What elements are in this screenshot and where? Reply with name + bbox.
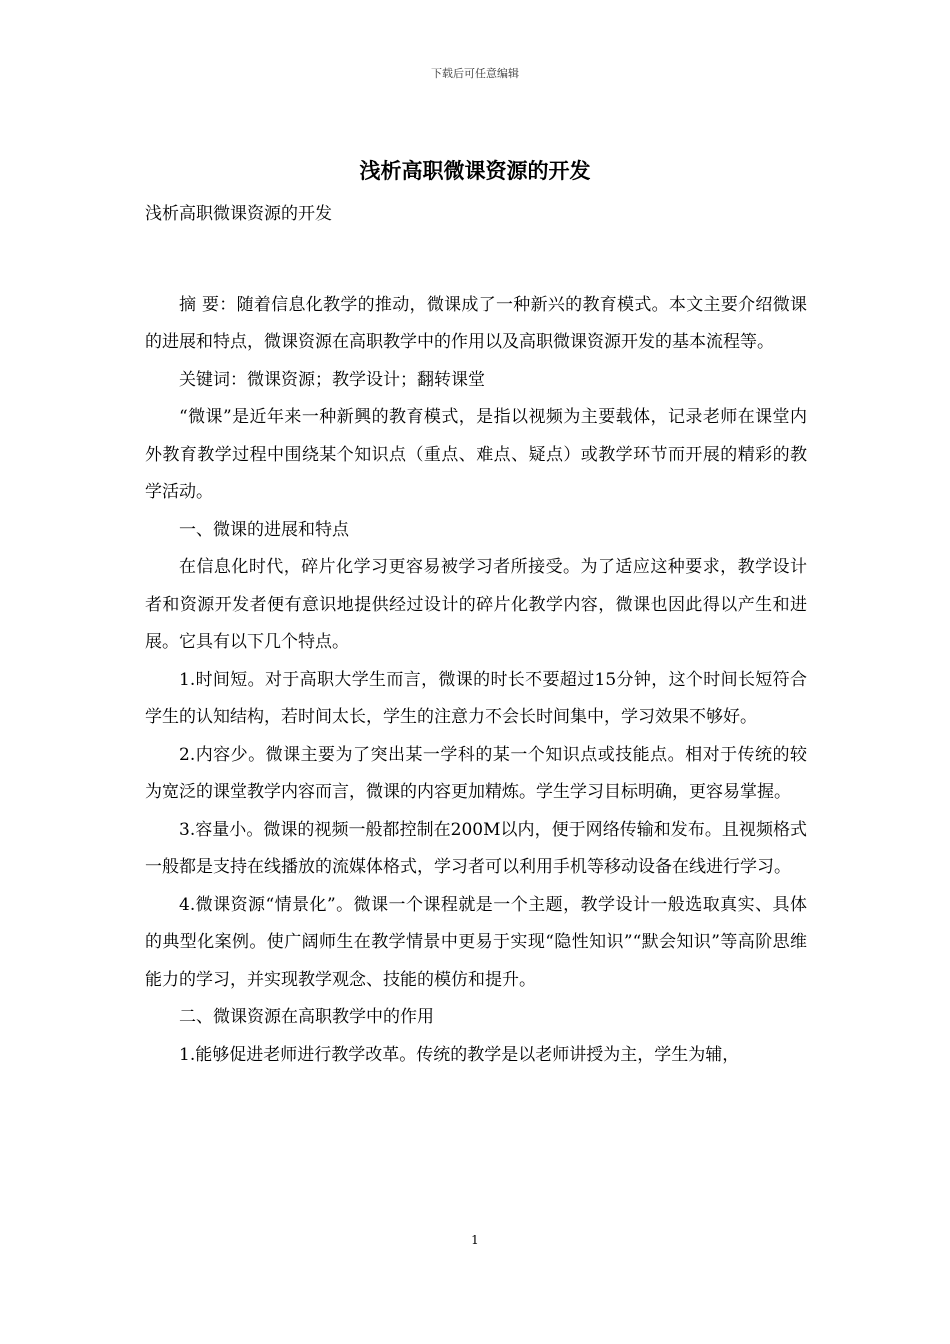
abstract-paragraph: 摘 要：随着信息化教学的推动，微课成了一种新兴的教育模式。本文主要介绍微课的进展和特点，微课资源在高职教学中的作用以及高职微课资源开发的基本流程等。 [145,294,807,352]
list-item: 1.能够促进老师进行教学改革。传统的教学是以老师讲授为主，学生为辅， [179,1044,740,1065]
document-title: 浅析高职微课资源的开发 [359,158,591,183]
body-paragraph: 在信息化时代，碎片化学习更容易被学习者所接受。为了适应这种要求，教学设计者和资源开发者便有意识地提供经过设计的碎片化教学内容，微课也因此得以产生和进展。它具有以下几个特点。 [145,557,807,652]
list-item: 3.容量小。微课的视频一般都控制在200M以内，便于网络传输和发布。且视频格式一般都是支持在线播放的流媒体格式，学习者可以利用手机等移动设备在线进行学习。 [145,819,807,877]
body-paragraph: “微课”是近年来一种新興的教育模式，是指以视频为主要载体，记录老师在课堂内外教育教学过程中围绕某个知识点（重点、难点、疑点）或教学环节而开展的精彩的教学活动。 [145,407,807,502]
section-heading: 二、微课资源在高职教学中的作用 [179,1007,434,1027]
document-subtitle: 浅析高职微课资源的开发 [145,204,332,224]
list-item: 2.内容少。微课主要为了突出某一学科的某一个知识点或技能点。相对于传统的较为宽泛的课堂教学内容而言，微课的内容更加精炼。学生学习目标明确，更容易掌握。 [145,744,807,802]
page-number: 1 [471,1233,479,1247]
list-item: 1.时间短。对于高职大学生而言，微课的时长不要超过15分钟，这个时间长短符合学生的认知结构，若时间太长，学生的注意力不会长时间集中，学习效果不够好。 [145,669,807,727]
section-heading: 一、微课的进展和特点 [179,519,349,540]
page-header: 下载后可任意编辑 [431,67,519,80]
keywords-paragraph: 关键词：微课资源；教学设计；翻转课堂 [179,369,485,390]
list-item: 4.微课资源“情景化”。微课一个课程就是一个主题，教学设计一般选取真实、具体的典型化案例。使广阔师生在教学情景中更易于实现“隐性知识”“默会知识”等高阶思维能力的学习，并实现教学观念、技能的模仿和提升。 [145,894,807,990]
document-body [145,196,807,1074]
